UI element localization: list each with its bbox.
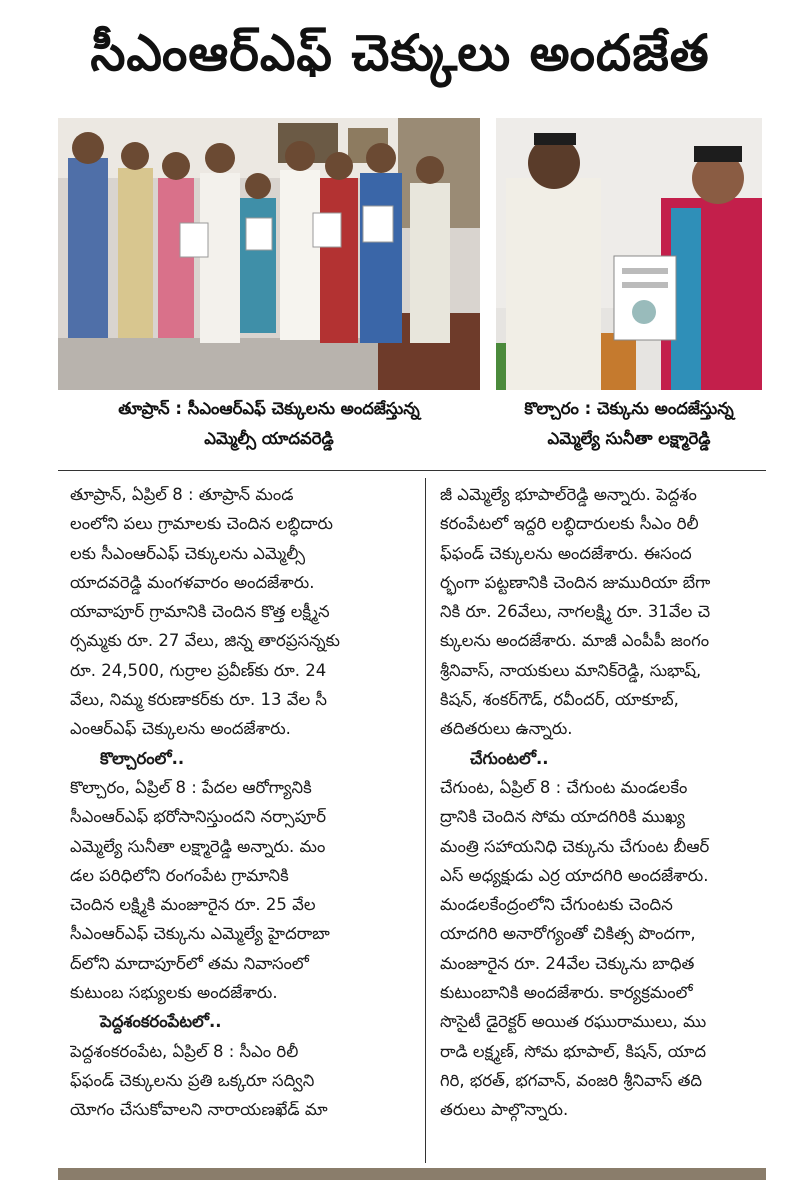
article-line: మంత్రి సహాయనిధి చెక్కును చేగుంట బీఆర్‌ <box>440 836 710 856</box>
article-line: కొల్చారం, ఏప్రిల్‌ 8 : పేదల ఆరోగ్యానికి <box>70 777 312 797</box>
article-line: కుటుంబానికి అందజేశారు. కార్యక్రమంలో <box>440 983 693 1003</box>
article-line: ర్భంగా పట్టణానికి చెందిన జుమురియా బేగా <box>440 572 711 592</box>
article-line: ఎమ్మెల్యే సునీతా లక్ష్మారెడ్డి అన్నారు. మం <box>70 836 326 856</box>
article-line: కిషన్‌, శంకర్‌గౌడ్‌, రవీందర్‌, యాకూబ్‌, <box>440 690 679 710</box>
section-subhead: పెద్దశంకరంపేటలో.. <box>100 1012 222 1032</box>
article-line: నికి రూ. 26వేలు, నాగలక్ష్మి రూ. 31వేల చె <box>440 602 711 622</box>
column-divider <box>425 478 426 1163</box>
article-line: మంజూరైన రూ. 24వేల చెక్కును బాధిత <box>440 953 695 973</box>
article-line: గిరి, భరత్‌, భగవాన్‌, వంజరి శ్రీనివాస్‌ తది <box>440 1070 703 1090</box>
article-line: లంలోని పలు గ్రామాలకు చెందిన లబ్ధిదారు <box>70 514 334 534</box>
photo1-caption <box>58 394 480 454</box>
article-line: కరంపేటలో ఇద్దరి లబ్ధిదారులకు సీఎం రిలీ <box>440 514 699 534</box>
article-line: తదితరులు ఉన్నారు. <box>440 719 573 739</box>
next-photo-strip <box>58 1168 766 1180</box>
photo2-caption <box>496 394 762 454</box>
article-line: సొసైటీ డైరెక్టర్‌ అయిత రఘురాములు, ము <box>440 1012 707 1032</box>
caption-line: తూప్రాన్‌ : సీఎంఆర్‌ఎఫ్‌ చెక్కులను అందజేస్తున్న <box>118 399 420 418</box>
article-line: యాదగిరి అనారోగ్యంతో చికిత్స పొందగా, <box>440 924 696 944</box>
article-left-column <box>70 480 410 1125</box>
article-line: సీఎంఆర్‌ఎఫ్‌ చెక్కును ఎమ్మెల్యే హైదరాబా <box>70 924 330 944</box>
article-line: కుటుంబ సభ్యులకు అందజేశారు. <box>70 983 278 1003</box>
headline: సీఎంఆర్‌ఎఫ్‌ చెక్కులు అందజేత <box>90 24 710 82</box>
article-line: శ్రీనివాస్‌, నాయకులు మానిక్‌రెడ్డి, సుభాష్‌, <box>440 660 702 680</box>
divider <box>58 470 766 471</box>
article-line: ద్రానికి చెందిన సోమ యాదగిరికి ముఖ్య <box>440 807 685 827</box>
article-line: యోగం చేసుకోవాలని నారాయణఖేడ్‌ మా <box>70 1100 328 1120</box>
article-right-column <box>440 480 780 1125</box>
article-line: రాడి లక్ష్మణ్‌, సోమ భూపాల్‌, కిషన్‌, యాద <box>440 1041 706 1061</box>
photo-group-cheque-handover <box>58 118 480 390</box>
article-line: ద్‌లోని మాదాపూర్‌లో తమ నివాసంలో <box>70 953 309 973</box>
caption-line: ఎమ్మెల్సీ యాదవరెడ్డి <box>204 429 334 448</box>
caption-line: కొల్చారం : చెక్కును అందజేస్తున్న <box>524 399 734 418</box>
section-subhead: చేగుంటలో.. <box>470 748 549 768</box>
caption-line: ఎమ్మెల్యే సునీతా లక్ష్మారెడ్డి <box>547 429 711 448</box>
article-line: ఫ్‌ఫండ్‌ చెక్కులను అందజేశారు. ఈసంద <box>440 543 692 563</box>
article-line: ఎస్‌ అధ్యక్షుడు ఎర్ర యాదగిరి అందజేశారు. <box>440 865 709 885</box>
article-line: ఫ్‌ఫండ్‌ చెక్కులను ప్రతి ఒక్కరూ సద్విని <box>70 1070 315 1090</box>
article-line: డల పరిధిలోని రంగంపేట గ్రామానికి <box>70 865 289 885</box>
article-line: చేగుంట, ఏప్రిల్‌ 8 : చేగుంట మండలకేం <box>440 777 688 797</box>
article-line: తూప్రాన్‌, ఏప్రిల్‌ 8 : తూప్రాన్‌ మండ <box>70 485 294 504</box>
article-line: క్కులను అందజేశారు. మాజీ ఎంపీపీ జంగం <box>440 631 710 651</box>
article-line: చెందిన లక్ష్మికి మంజూరైన రూ. 25 వేల <box>70 895 316 915</box>
article-line: లకు సీఎంఆర్‌ఎఫ్‌ చెక్కులను ఎమ్మెల్సీ <box>70 543 306 563</box>
article-line: రూ. 24,500, గుర్రాల ప్రవీణ్‌కు రూ. 24 <box>70 660 327 680</box>
article-line: జీ ఎమ్మెల్యే భూపాల్‌రెడ్డి అన్నారు. పెద్దశం <box>440 485 697 504</box>
section-subhead: కొల్చారంలో.. <box>100 748 185 768</box>
article-line: తరులు పాల్గొన్నారు. <box>440 1100 569 1120</box>
article-line: యావాపూర్‌ గ్రామానికి చెందిన కొత్త లక్ష్మీన <box>70 602 330 622</box>
article-line: యాదవరెడ్డి మంగళవారం అందజేశారు. <box>70 572 315 592</box>
article-line: వేలు, నిమ్మ కరుణాకర్‌కు రూ. 13 వేల సీ <box>70 690 327 710</box>
article-line: ర్సమ్మకు రూ. 27 వేలు, జిన్న తారప్రసన్నకు <box>70 631 340 651</box>
article-line: పెద్దశంకరంపేట, ఏప్రిల్‌ 8 : సీఎం రిలీ <box>70 1041 299 1061</box>
article-line: మండలకేంద్రంలోని చేగుంటకు చెందిన <box>440 895 673 915</box>
article-line: ఎంఆర్‌ఎఫ్‌ చెక్కులను అందజేశారు. <box>70 719 291 739</box>
article-line: సీఎంఆర్‌ఎఫ్‌ భరోసానిస్తుందని నర్సాపూర్‌ <box>70 807 326 827</box>
photo-mla-cheque-handover <box>496 118 762 390</box>
